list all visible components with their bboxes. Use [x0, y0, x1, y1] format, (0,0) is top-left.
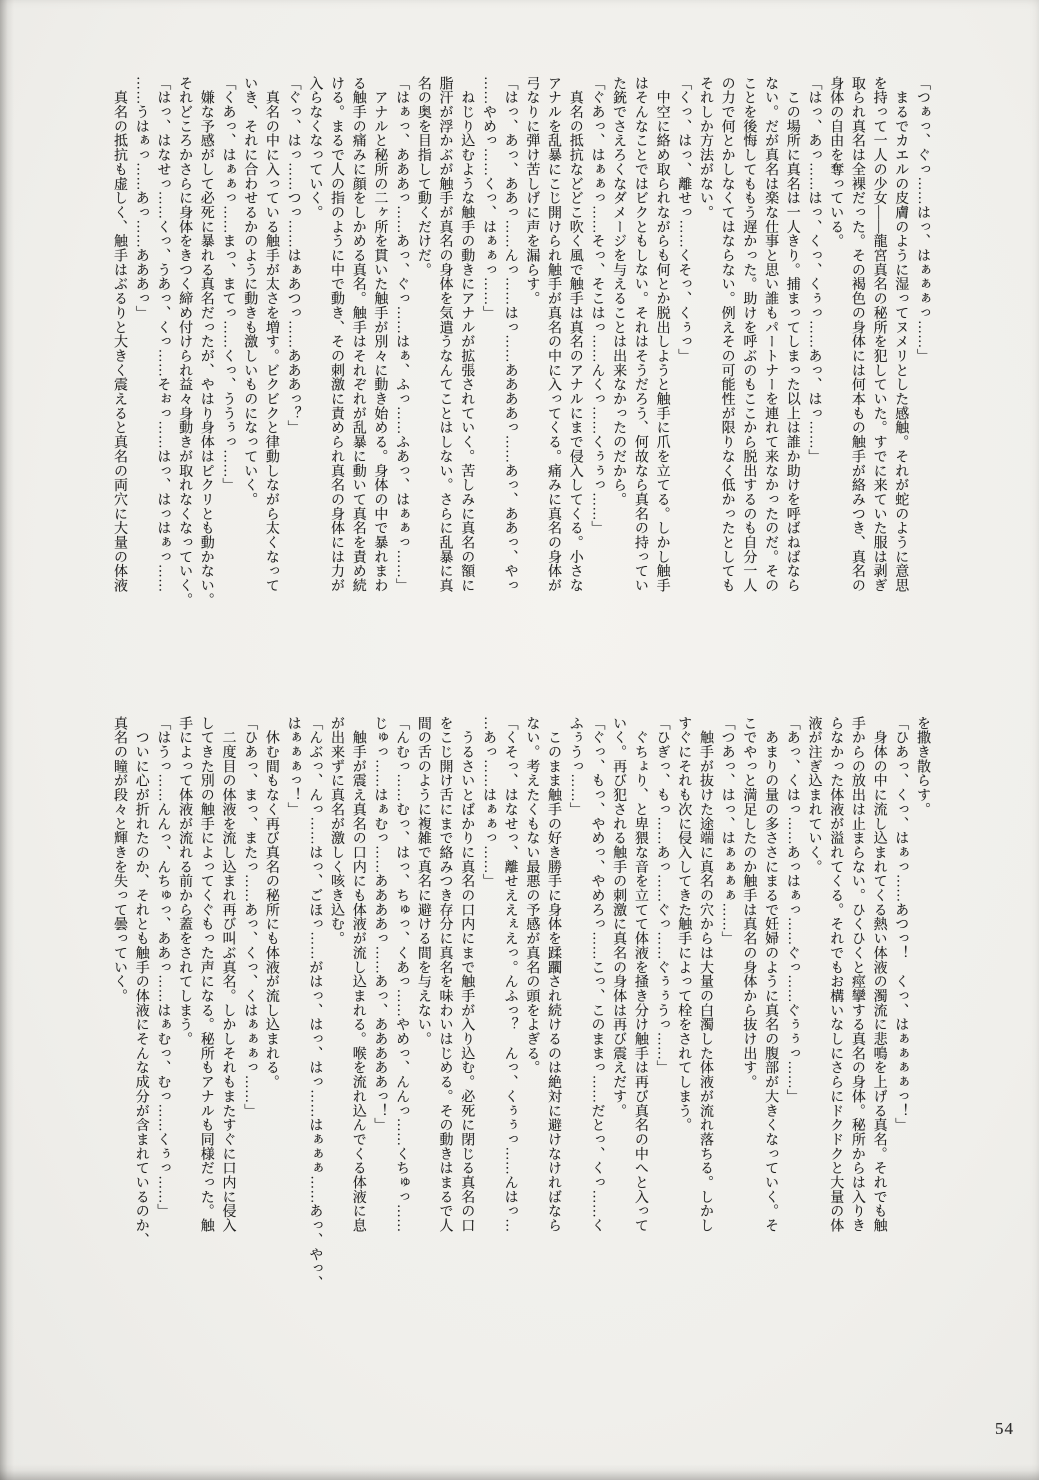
text-column: 液が注ぎ込まれていく。 [806, 716, 822, 874]
text-column: の力で何とかしなくてはならない。例えその可能性が限りなく低かったとしても [719, 76, 735, 593]
text-column: はぁぁぁっ！」 [285, 716, 301, 817]
text-column: 「はうっ……んんっ、んちゅっ、ああっ……はぁむっ、むっ……くぅっ……」 [155, 716, 171, 1219]
text-column: らなかった体液が溢れてくる。それでもお構いなしにさらにドクドクと大量の体 [828, 716, 844, 1233]
text-column: 「くあっ、はぁぁっ……まっ、まてっ……くっ、ううぅっ……」 [220, 76, 236, 493]
page-number: 54 [995, 1419, 1014, 1438]
text-column: が出来ずに真名が激しく咳き込む。 [329, 716, 345, 946]
text-column: ついに心が折れたのか、それとも触手の体液にそんな成分が含まれているのか、 [133, 716, 149, 1247]
text-column: それどころかさらに身体をきつく締め付けられ益々身動きが取れなくなっていく。 [177, 76, 193, 607]
text-column: 真名の抵抗などどこ吹く風で触手は真名のアナルにまで侵入してくる。小さな [567, 76, 583, 593]
text-column: 「はっ、あっ……はっ、くっ、くぅっ……あっ、はっ……」 [806, 76, 822, 464]
text-column: 「ぐっ、もっ、やめっ、やめろっ……こっ、このままっ……だとっ、くっ……く [589, 716, 605, 1233]
text-column: 真名の抵抗も虚しく、触手はぶるりと大きく震えると真名の両穴に大量の体液 [111, 76, 127, 593]
text-column: ことを後悔してももう遅かった。助けを呼ぶのもここから脱出するのも自分一人 [741, 76, 757, 593]
text-column: 間の舌のように複雑で真名に避ける間を与えない。 [415, 716, 431, 1047]
text-column: を持って一人の少女――龍宮真名の秘所を犯していた。すでに来ていた服は剥ぎ [871, 76, 887, 593]
text-column: じゅっ……はぁむっ……ああああっ……あっ、あああああっ！」 [372, 716, 388, 1133]
text-column: アナルと秘所の二ヶ所を貫いた触手が別々に動き始める。身体の中で暴れまわ [372, 76, 388, 593]
text-column: ぐちょり、と卑猥な音を立てて体液を掻き分け触手は再び真名の中へと入って [632, 716, 648, 1233]
text-column: あまりの量の多ささにまるで妊婦のように真名の腹部が大きくなっていく。そ [763, 716, 779, 1233]
text-column: 「ひぎっ、もっ……あっ……ぐっ……ぐぅぅうっ……」 [654, 716, 670, 1075]
text-column: 入らなくなっていく。 [307, 76, 323, 220]
text-column: ……やめっ……くっ、はぁぁっ……」 [480, 76, 496, 320]
text-column: 触手が抜けた途端に真名の穴からは大量の白濁した体液が流れ落ちる。しかし [697, 716, 713, 1233]
text-column: 中空に絡め取られながらも何とか脱出しようと触手に爪を立てる。しかし触手 [654, 76, 670, 593]
text-column: 身体の中に流し込まれてくる熱い体液の濁流に悲鳴を上げる真名。それでも触 [871, 716, 887, 1233]
text-column: この場所に真名は一人きり。捕まってしまった以上は誰か助けを呼ばねばなら [784, 76, 800, 593]
text-column: ……うはぁっ……あっ……あああっ」 [133, 76, 149, 320]
text-column: はそんなことではビクともしない。それはそうだろう、何故なら真名の持ってい [632, 76, 648, 593]
text-column: うるさいとばかりに真名の口内にまで触手が入り込む。必死に閉じる真名の口 [459, 716, 475, 1233]
text-column: 弓なりに弾け苦しげに声を漏らす。 [524, 76, 540, 306]
text-column: る触手の痛みに顔をしかめる真名。触手はそれぞれが乱暴に動いて真名を責め続 [350, 76, 366, 593]
text-block-top [107, 76, 933, 696]
text-column: 「はっ、あっ、ああっ……んっ……はっ……ああああっ……あっ、ああっ、やっ [502, 76, 518, 593]
text-column: 二度目の体液を流し込まれ再び叫ぶ真名。しかしそれもまたすぐに口内に侵入 [220, 716, 236, 1233]
text-column: …あっ……はぁぁっ……」 [480, 716, 496, 889]
text-column: このまま触手の好き勝手に身体を蹂躙され続けるのは絶対に避けなければなら [546, 716, 562, 1233]
text-column: 「ひあっ、くっ、はぁっ……あつっ！ くっ、はぁぁぁぁっ！」 [893, 716, 909, 1133]
text-column: ない。だが真名は楽な仕事と思い誰もパートナーを連れて来なかったのだ。その [763, 76, 779, 593]
text-column: 「はっ、はなせっ……くっ、うあっ、くっ……そぉっ……はっ、はっはぁっ…… [155, 76, 171, 593]
text-column: いき、それに合わせるかのように動きも激しいものになっていく。 [242, 76, 258, 507]
text-column: それしか方法がない。 [697, 76, 713, 220]
text-column: を撒き散らす。 [915, 716, 930, 817]
text-column: 脂汗が浮かぶが触手が真名の身体を気遣うなんてことはしない。さらに乱暴に真 [437, 76, 453, 593]
text-column: 「んむっ……むっ、はっ、ちゅっ、くあっ……やめっ、んんっ……くちゅっ…… [394, 716, 410, 1233]
text-column: 「つあっ、はっ、はぁぁぁぁ……」 [719, 716, 735, 946]
text-column: 取られ真名は全裸だった。その褐色の身体には何本もの触手が絡みつき、真名の [849, 76, 865, 593]
text-column: してきた別の触手によってくぐもった声になる。秘所もアナルも同様だった。触 [198, 716, 214, 1233]
text-column: いく。再び犯される触手の刺激に真名の身体は再び震えだす。 [611, 716, 627, 1118]
text-column: 手からの放出は止まらない。ひくひくと痙攣する真名の身体。秘所からは入りき [849, 716, 865, 1233]
text-column: 「んぶっ、んっ……はっ、ごほっ……がはっ、はっ、はっ……はぁぁぁ……あっ、やっ、 [307, 716, 323, 1290]
text-column: 触手が震え真名の口内にも体液が流し込まれる。喉を流れ込んでくる体液に息 [350, 716, 366, 1233]
text-column: 身体の自由を奪っている。 [828, 76, 844, 249]
text-column: 「くっ、はっ、離せっ……くそっ、くぅっ」 [676, 76, 692, 363]
text-column: た銃でさえろくなダメージを与えることは出来なかったのだから。 [611, 76, 627, 507]
text-column: 真名の瞳が段々と輝きを失って曇っていく。 [111, 716, 127, 1003]
text-column: 「はぁっ、あああっ……あっ、ぐっ……はぁ、ふっ……ふあっ、はぁぁっ……」 [394, 76, 410, 593]
text-column: 真名の中に入っている触手が太さを増す。ビクビクと律動しながら太くなって [263, 76, 279, 593]
text-block-bottom [107, 716, 933, 1423]
text-column: ねじり込むような触手の動きにアナルが拡張されていく。苦しみに真名の額に [459, 76, 475, 593]
text-column: まるでカエルの皮膚のように湿ってヌメリとした感触。それが蛇のように意思 [893, 76, 909, 593]
text-column: すぐにそれも次に侵入してきた触手によって栓をされてしまう。 [676, 716, 692, 1133]
text-column: 休む間もなく再び真名の秘所にも体液が流し込まれる。 [263, 716, 279, 1090]
text-column: こでやっと満足したのか触手は真名の身体から抜け出す。 [741, 716, 757, 1090]
text-column: 「ぐあっ、はぁぁっ……そっ、そこはっ……んくっ……くぅぅっ……」 [589, 76, 605, 536]
text-column: ない。考えたくもない最悪の予感が真名の頭をよぎる。 [524, 716, 540, 1075]
text-column: 名の奥を目指して動くだけだ。 [415, 76, 431, 277]
text-column: 嫌な予感がして必死に暴れる真名だったが、やはり身体はピクリとも動かない。 [198, 76, 214, 607]
text-column: 「ぐっ、はっ……つっ……はぁあつっ……あああっ？」 [285, 76, 301, 435]
text-column: 「くそっ、はなせっ、離せええぇえっ。んふっ？ んっ、くぅぅっ……んはっ… [502, 716, 518, 1233]
text-column: ふぅうっ……」 [567, 716, 583, 817]
text-column: アナルを乱暴にこじ開けられ触手が真名の中に入ってくる。痛みに真名の身体が [546, 76, 562, 593]
text-column: 手によって体液が流れる前から蓋をされてしまう。 [177, 716, 193, 1047]
text-column: 「つぁっ、ぐっ……はっ、はぁぁぁっ……」 [915, 76, 930, 363]
text-column: をこじ開け舌にまで絡みつき存分に真名を味わいはじめる。その動きはまるで人 [437, 716, 453, 1233]
text-column: 「あっ、くはっ……あっはぁっ……ぐっ……ぐぅぅっ……」 [784, 716, 800, 1104]
text-column: 「ひあっ、まっ、またっ……あっ、くっ、くはぁぁぁっ……」 [242, 716, 258, 1118]
text-column: ける。まるで人の指のように中で動き、その刺激に責められ真名の身体には力が [329, 76, 345, 593]
